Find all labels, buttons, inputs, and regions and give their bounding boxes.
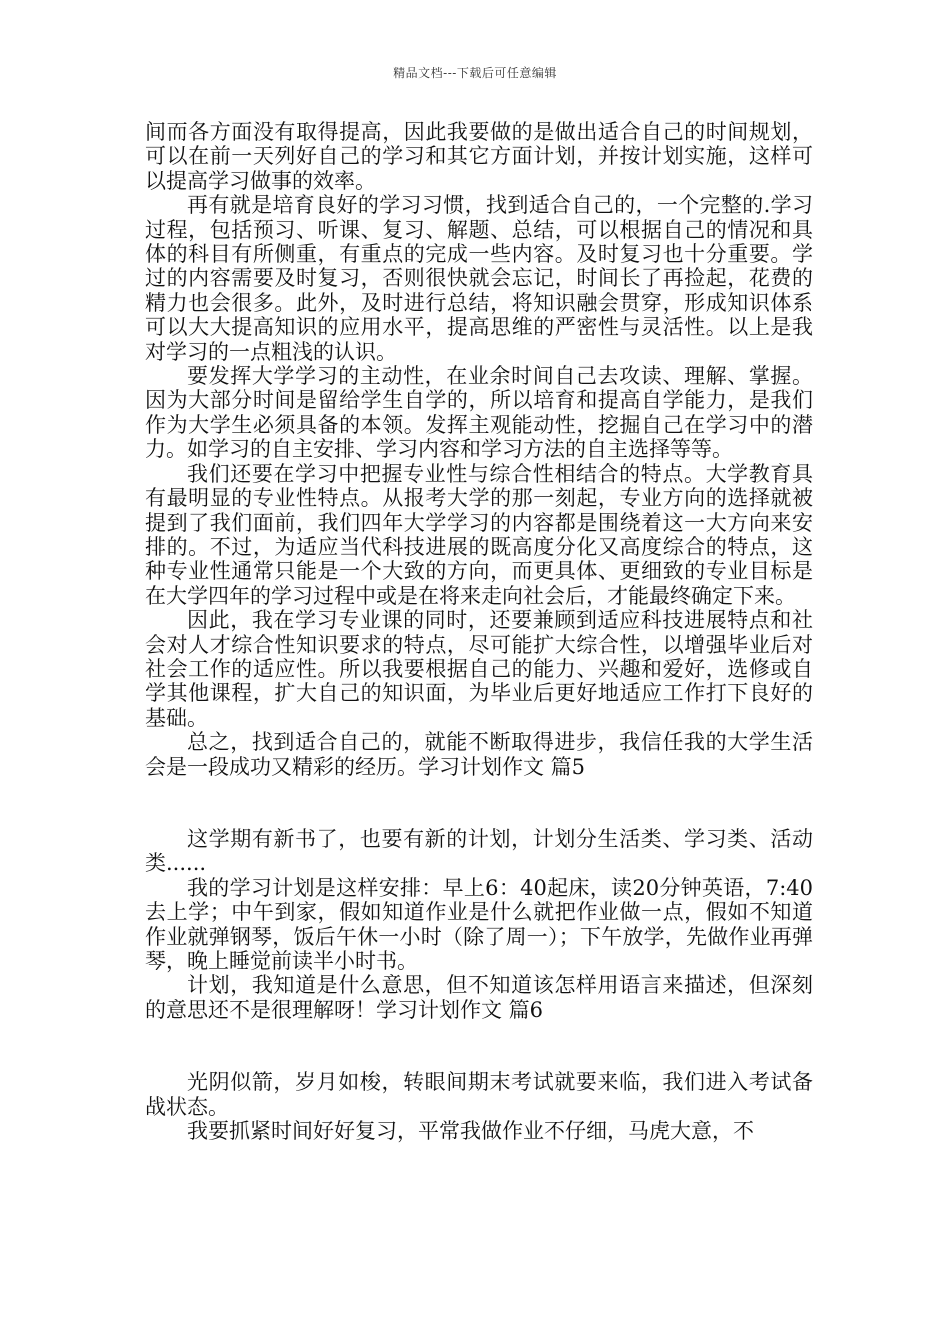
paragraph-4: 我们还要在学习中把握专业性与综合性相结合的特点。大学教育具有最明显的专业性特点。从报考大学的那一刻起，专业方向的选择就被提到了我们面前，我们四年大学学习的内容都是围绕着这一大方向来安排的。不过，为适应当代科技进展的既高度分化又高度综合的特点，这种专业性通常只能是一个大致的方向，而更具体、更细致的专业目标是在大学四年的学习过程中或是在将来走向社会后，才能最终确定下来。	[145, 461, 813, 608]
paragraph-3: 要发挥大学学习的主动性，在业余时间自己去攻读、理解、掌握。因为大部分时间是留给学生自学的，所以培育和提高自学能力，是我们作为大学生必须具备的本领。发挥主观能动性，挖掘自己在学习中的潜力。如学习的自主安排、学习内容和学习方法的自主选择等等。	[145, 364, 813, 462]
paragraph-9: 计划，我知道是什么意思，但不知道该怎样用语言来描述，但深刻的意思还不是很理解呀！学习计划作文 篇6	[145, 973, 813, 1022]
section-gap	[145, 1022, 813, 1070]
document-body	[145, 120, 813, 1143]
paragraph-5: 因此，我在学习专业课的同时，还要兼顾到适应科技进展特点和社会对人才综合性知识要求的特点，尽可能扩大综合性，以增强毕业后对社会工作的适应性。所以我要根据自己的能力、兴趣和爱好，选修或自学其他课程，扩大自己的知识面，为毕业后更好地适应工作打下良好的基础。	[145, 608, 813, 730]
paragraph-1: 间而各方面没有取得提高，因此我要做的是做出适合自己的时间规划，可以在前一天列好自己的学习和其它方面计划，并按计划实施，这样可以提高学习做事的效率。	[145, 120, 813, 193]
paragraph-11: 我要抓紧时间好好复习，平常我做作业不仔细，马虎大意，不	[187, 1119, 754, 1144]
paragraph-8: 我的学习计划是这样安排：早上6：40起床，读20分钟英语，7:40去上学；中午到家，假如知道作业是什么就把作业做一点，假如不知道作业就弹钢琴，饭后午休一小时（除了周一）；下午放学，先做作业再弹琴，晚上睡觉前读半小时书。	[145, 875, 813, 973]
paragraph-2: 再有就是培育良好的学习习惯，找到适合自己的，一个完整的.学习过程，包括预习、听课、复习、解题、总结，可以根据自己的情况和具体的科目有所侧重，有重点的完成一些内容。及时复习也十分重要。学过的内容需要及时复习，否则很快就会忘记，时间长了再捡起，花费的精力也会很多。此外，及时进行总结，将知识融会贯穿，形成知识体系可以大大提高知识的应用水平，提高思维的严密性与灵活性。以上是我对学习的一点粗浅的认识。	[145, 193, 813, 364]
paragraph-7: 这学期有新书了，也要有新的计划，计划分生活类、学习类、活动类......	[145, 826, 813, 876]
page-header: 精品文档---下载后可任意编辑	[393, 66, 557, 80]
paragraph-10: 光阴似箭，岁月如梭，转眼间期末考试就要来临，我们进入考试备战状态。	[145, 1070, 813, 1119]
section-gap	[145, 779, 813, 827]
paragraph-6: 总之，找到适合自己的，就能不断取得进步，我信任我的大学生活会是一段成功又精彩的经历。学习计划作文 篇5	[145, 730, 813, 779]
